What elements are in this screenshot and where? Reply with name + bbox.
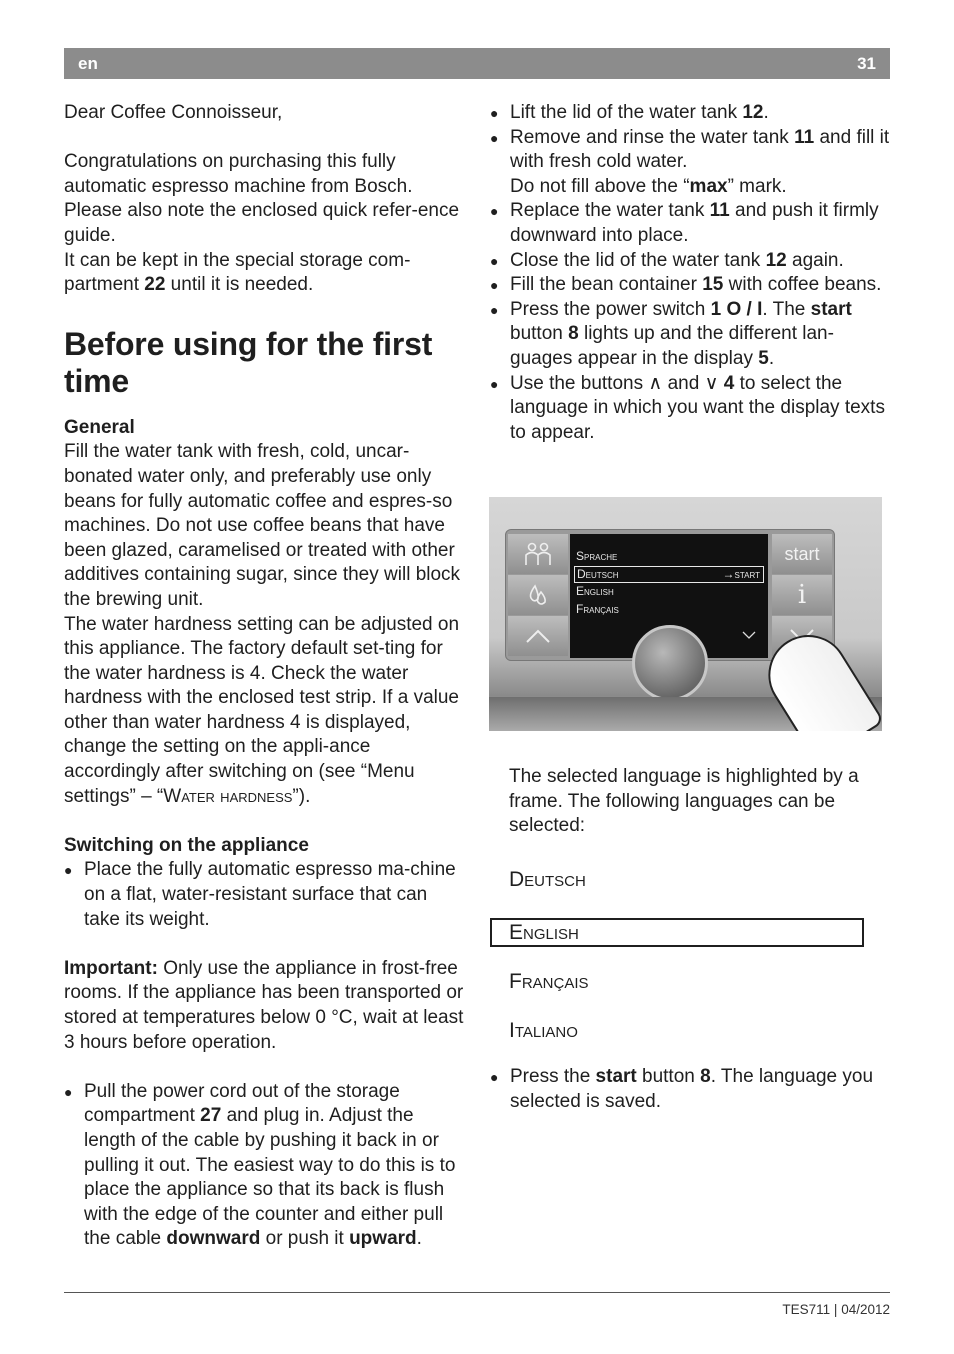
final-step-list xyxy=(490,1065,890,1114)
info-icon: i xyxy=(772,575,832,615)
chevron-up-icon xyxy=(508,616,568,656)
language-item: Français xyxy=(509,969,589,993)
right-column xyxy=(490,101,890,445)
greeting: Dear Coffee Connoisseur, xyxy=(64,102,283,123)
display-item: Français xyxy=(576,601,619,616)
steps-list xyxy=(490,101,890,445)
footer-divider xyxy=(64,1292,890,1293)
language-section xyxy=(490,765,890,1114)
intro-paragraph: Congratulations on purchasing this fully automatic espresso machine from Bosch. Please also note the enclosed quick refer-ence guide. xyxy=(64,151,460,246)
left-column xyxy=(64,101,464,1252)
language-list xyxy=(490,865,890,1065)
list-item: ● Remove and rinse the water tank 11 and fill it with fresh cold water. Do not fill above the “max” mark. xyxy=(490,126,890,200)
intro-storage: It can be kept in the special storage com-partment 22 until it is needed. xyxy=(64,249,411,296)
language-item: Italiano xyxy=(509,1018,578,1042)
list-item: ● Pull the power cord out of the storage compartment 27 and plug in. Adjust the length of the cable by pushing it back in or pulling it out. The easiest way to do this is to place the appliance so that its back is flush with the edge of the counter and either pull the cable downward or push it upward. xyxy=(64,1080,464,1252)
water-hardness-text: The water hardness setting can be adjusted on this appliance. The factory default set-ting for the water hardness is 4. Check the water hardness with the enclosed test strip. If a value other than water hardness 4 is displayed, change the setting on the appli-ance accordingly after switching on (see “Menu settings” – “Water hardness”). xyxy=(64,613,460,807)
start-button-label: start xyxy=(772,534,832,574)
footer-code: TES711 | 04/2012 xyxy=(782,1302,890,1317)
cord-list xyxy=(64,1080,464,1252)
list-item: ● Use the buttons ∧ and ∨ 4 to select the language in which you want the display texts to appear. xyxy=(490,372,890,446)
control-panel-photo xyxy=(489,497,882,731)
important-note: Important: Only use the appliance in frost-free rooms. If the appliance has been transported or stored at temperatures below 0 °C, wait at least 3 hours before operation. xyxy=(64,957,464,1053)
language-item: Deutsch xyxy=(509,868,586,892)
display-item-selected: Deutsch →start xyxy=(574,566,764,584)
display-title: Sprache xyxy=(576,549,618,563)
list-item: ● Close the lid of the water tank 12 again. xyxy=(490,249,890,274)
list-item: ● Press the power switch 1 O / I. The start button 8 lights up and the different lan-guages appear in the display 5. xyxy=(490,298,890,372)
list-item: ● Replace the water tank 11 and push it firmly downward into place. xyxy=(490,199,890,248)
list-item: ● Fill the bean container 15 with coffee beans. xyxy=(490,273,890,298)
chevron-down-icon: ∨ xyxy=(704,372,719,394)
selected-language-text: The selected language is highlighted by a frame. The following languages can be selected: xyxy=(509,766,859,837)
chevron-up-icon: ∧ xyxy=(648,372,663,394)
rotary-knob xyxy=(632,625,708,701)
list-item: ● Press the start button 8. The language you selected is saved. xyxy=(490,1065,890,1114)
list-item: ● Lift the lid of the water tank 12. xyxy=(490,101,890,126)
switch-heading: Switching on the appliance xyxy=(64,834,309,856)
page-title: Before using for the first time xyxy=(64,325,433,399)
people-icon xyxy=(508,534,568,574)
list-item: ● Place the fully automatic espresso ma-chine on a flat, water-resistant surface that can take its weight. xyxy=(64,858,464,932)
display-item: English xyxy=(576,584,614,598)
chevron-down-icon xyxy=(742,627,756,645)
switch-list xyxy=(64,858,464,932)
drops-icon xyxy=(508,575,568,615)
header-bar xyxy=(64,48,890,79)
general-text: Fill the water tank with fresh, cold, uncar-bonated water only, and preferably use only beans for fully automatic coffee and espres-so machines. Do not use coffee beans that have been glazed, caramelised or treated with other additives containing sugar, since they will block the brewing unit. xyxy=(64,441,461,610)
language-item-selected: English xyxy=(490,918,890,967)
general-heading: General xyxy=(64,416,135,438)
language-code: en xyxy=(78,54,98,73)
page-number: 31 xyxy=(857,54,876,73)
